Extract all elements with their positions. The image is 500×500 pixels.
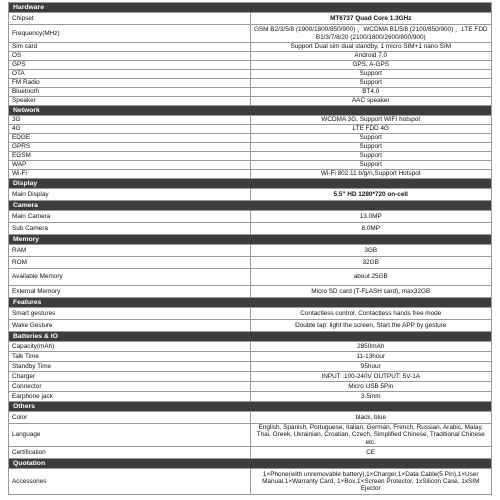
spec-value: 13.0MP xyxy=(250,211,492,223)
spec-label: Capacity(mAh) xyxy=(9,342,251,352)
spec-row-language xyxy=(9,424,492,447)
spec-table-body xyxy=(9,3,492,495)
spec-row-sim-card xyxy=(9,43,492,52)
spec-value: Support xyxy=(250,79,492,88)
spec-value: GSM B2/3/5/8 (1900/1800/850/900) ，WCDMA B1/5/8 (2100/850/900) ，LTE FDD B1/3/7/8/20 (2100/1800/2600/800/900) xyxy=(250,25,492,43)
spec-label: Earphone jack xyxy=(9,392,251,402)
spec-label: Frequency(MHz) xyxy=(9,25,251,43)
spec-value: Double tap: light the screen, Start the APP by gesture xyxy=(250,320,492,332)
spec-row-capacity-mah xyxy=(9,342,492,352)
spec-value: AAC speaker xyxy=(250,97,492,106)
spec-row-chipset xyxy=(9,13,492,25)
spec-row-fm-radio xyxy=(9,79,492,88)
spec-row-standby-time xyxy=(9,362,492,372)
spec-value: Micro USB 5Pin xyxy=(250,382,492,392)
spec-label: GPS xyxy=(9,61,251,70)
spec-label: Speaker xyxy=(9,97,251,106)
spec-label: Accessories xyxy=(9,469,251,495)
spec-value: 1×Phone(with unremovable battery),1×Charger,1×Data Cable(5 Pin),1×User Manual,1×Warranty Card, 1×Box,1×Screen Protector, 1xSilicon Case, 1xSIM Ejector xyxy=(250,469,492,495)
spec-value: MT6737 Quad Core 1.3GHz xyxy=(250,13,492,25)
spec-label: FM Radio xyxy=(9,79,251,88)
spec-label: Sim card xyxy=(9,43,251,52)
spec-label: Main Display xyxy=(9,189,251,201)
spec-label: 4G xyxy=(9,125,251,134)
spec-value: 2850mAh xyxy=(250,342,492,352)
spec-label: EGSM xyxy=(9,152,251,161)
spec-value: black, blue xyxy=(250,412,492,424)
spec-label: Language xyxy=(9,424,251,447)
section-header-quotation xyxy=(9,459,492,469)
section-title: Features xyxy=(9,298,492,308)
spec-row-frequency-mhz xyxy=(9,25,492,43)
section-header-camera xyxy=(9,201,492,211)
spec-label: RAM xyxy=(9,245,251,257)
spec-label: Color xyxy=(9,412,251,424)
spec-value: LTE FDD 4G xyxy=(250,125,492,134)
spec-label: Sub Camera xyxy=(9,223,251,235)
spec-row-os xyxy=(9,52,492,61)
spec-label: WAP xyxy=(9,161,251,170)
spec-value: WCDMA 3G, Support WIFI hotspot xyxy=(250,116,492,125)
spec-label: Talk Time xyxy=(9,352,251,362)
spec-value: Support Dual sim dual standby, 1 micro SIM+1 nano SIM xyxy=(250,43,492,52)
spec-row-smart-gestures xyxy=(9,308,492,320)
spec-row-gprs xyxy=(9,143,492,152)
section-title: Camera xyxy=(9,201,492,211)
spec-value: Android 7.0 xyxy=(250,52,492,61)
spec-value: BT4.0 xyxy=(250,88,492,97)
spec-label: Wi-Fi xyxy=(9,170,251,179)
spec-row-certification xyxy=(9,447,492,459)
spec-label: OS xyxy=(9,52,251,61)
spec-label: Charger xyxy=(9,372,251,382)
section-title: Batteries & IO xyxy=(9,332,492,342)
spec-row-gps xyxy=(9,61,492,70)
spec-value: Support xyxy=(250,161,492,170)
spec-value: 5.5" HD 1280*720 on-cell xyxy=(250,189,492,201)
spec-value: 95hour xyxy=(250,362,492,372)
section-title: Quotation xyxy=(9,459,492,469)
section-title: Others xyxy=(9,402,492,412)
spec-row-sub-camera xyxy=(9,223,492,235)
section-title: Memory xyxy=(9,235,492,245)
spec-label: External Memory xyxy=(9,286,251,298)
spec-row-speaker xyxy=(9,97,492,106)
spec-row-rom xyxy=(9,257,492,269)
spec-label: GPRS xyxy=(9,143,251,152)
spec-value: GPS, A-GPS xyxy=(250,61,492,70)
spec-value: Support xyxy=(250,143,492,152)
spec-value: 8.0MP xyxy=(250,223,492,235)
spec-label: ROM xyxy=(9,257,251,269)
section-header-network xyxy=(9,106,492,116)
spec-value: 11-13hour xyxy=(250,352,492,362)
spec-row-4g xyxy=(9,125,492,134)
spec-value: CE xyxy=(250,447,492,459)
spec-value: English, Spanish, Portuguese, Italian, German, French, Russian, Arabic, Malay, Thai, Greek, Ukrainian, Croatian, Czech, Simplified Chinese, Traditional Chinese etc. xyxy=(250,424,492,447)
spec-row-main-display xyxy=(9,189,492,201)
spec-row-earphone-jack xyxy=(9,392,492,402)
spec-table xyxy=(8,2,492,495)
spec-label: Chipset xyxy=(9,13,251,25)
spec-row-available-memory xyxy=(9,269,492,286)
spec-row-connector xyxy=(9,382,492,392)
spec-label: Smart gestures xyxy=(9,308,251,320)
spec-row-edge xyxy=(9,134,492,143)
spec-value: Support xyxy=(250,152,492,161)
spec-value: Wi-Fi 802.11 b/g/n,Support Hotspot xyxy=(250,170,492,179)
spec-label: Available Memory xyxy=(9,269,251,286)
section-title: Hardware xyxy=(9,3,492,13)
spec-row-charger xyxy=(9,372,492,382)
spec-row-ota xyxy=(9,70,492,79)
spec-row-egsm xyxy=(9,152,492,161)
spec-label: OTA xyxy=(9,70,251,79)
spec-row-ram xyxy=(9,245,492,257)
spec-label: 3G xyxy=(9,116,251,125)
spec-row-color xyxy=(9,412,492,424)
spec-value: Contactless control. Contactless hands free mode xyxy=(250,308,492,320)
spec-value: about 25GB xyxy=(250,269,492,286)
spec-label: Standby Time xyxy=(9,362,251,372)
spec-value: 3GB xyxy=(250,245,492,257)
spec-label: EDGE xyxy=(9,134,251,143)
section-header-hardware xyxy=(9,3,492,13)
spec-label: Bluetooth xyxy=(9,88,251,97)
spec-value: Micro SD card (T-FLASH card), max32GB xyxy=(250,286,492,298)
spec-row-wake-gesture xyxy=(9,320,492,332)
spec-label: Certification xyxy=(9,447,251,459)
spec-value: 3.5mm xyxy=(250,392,492,402)
spec-row-bluetooth xyxy=(9,88,492,97)
spec-value: Support xyxy=(250,70,492,79)
spec-row-3g xyxy=(9,116,492,125)
spec-row-accessories xyxy=(9,469,492,495)
spec-label: Connector xyxy=(9,382,251,392)
section-header-features xyxy=(9,298,492,308)
section-title: Network xyxy=(9,106,492,116)
section-header-memory xyxy=(9,235,492,245)
spec-label: Wake Gesture xyxy=(9,320,251,332)
spec-value: INPUT :100-240V OUTPUT: 5V-1A xyxy=(250,372,492,382)
spec-row-talk-time xyxy=(9,352,492,362)
section-title: Display xyxy=(9,179,492,189)
spec-label: Main Camera xyxy=(9,211,251,223)
spec-value: 32GB xyxy=(250,257,492,269)
spec-row-main-camera xyxy=(9,211,492,223)
section-header-display xyxy=(9,179,492,189)
spec-row-wi-fi xyxy=(9,170,492,179)
section-header-batteries-io xyxy=(9,332,492,342)
section-header-others xyxy=(9,402,492,412)
spec-row-wap xyxy=(9,161,492,170)
spec-value: Support xyxy=(250,134,492,143)
spec-row-external-memory xyxy=(9,286,492,298)
